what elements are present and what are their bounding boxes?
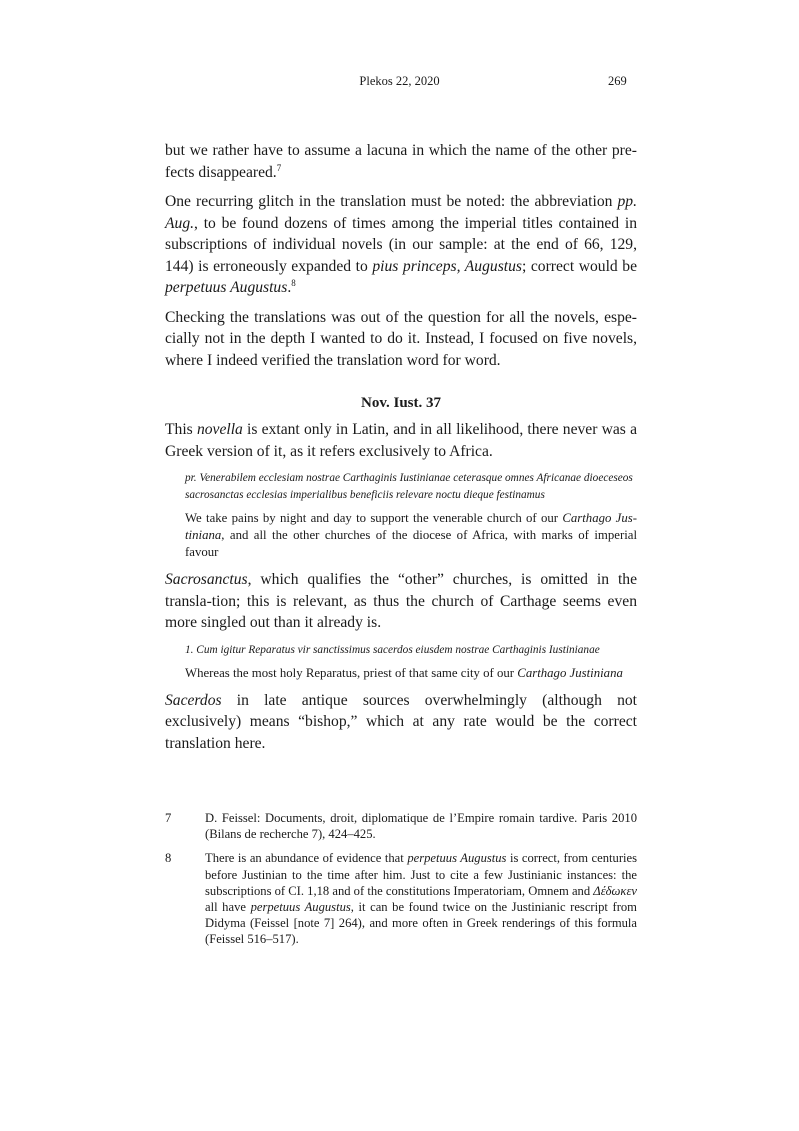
footnote-ref: 7 [276,162,282,173]
italic-run: Carthago Jus-tiniana [185,511,637,542]
italic-run: Sacrosanctus [165,571,248,588]
italic-run: perpetuus Augustus [165,279,288,296]
paragraph-novella [165,419,637,462]
text-run: Checking the translations was out of the question for all the novels, espe-cially not in the depth I wanted to do it. Instead, I focused on five novels, where I indeed verified the translation word for word. [165,308,637,369]
text-run: We take pains by night and day to support the venerable church of our [185,511,563,525]
text-run: is extant only in Latin, and in all likelihood, there never was a Greek version of it, as it refers exclusively to Africa. [165,421,638,460]
paragraph-checking [165,307,637,372]
text-run: One recurring glitch in the translation must be noted: the abbreviation [165,193,618,210]
italic-run: perpetuus Augustus [250,900,351,915]
text-run: in late antique sources overwhelmingly (although not exclusively) means “bishop,” which at any rate would be the correct translation here. [165,691,637,752]
text-run: . [287,279,292,296]
paragraph-sacerdos [165,690,637,755]
text-run: Whereas the most holy Reparatus, priest of that same city of our [185,665,518,680]
text-run: 1. Cum igitur Reparatus vir sanctissimus sacerdos eiusdem nostrae Carthaginis Iustinianae [185,643,600,656]
text-run: pr. Venerabilem ecclesiam nostrae Carthaginis Iustinianae ceterasque omnes Africanae dioeceseos sacrosanctas ecclesias imperialibus beneficiis relevare noctu dieque festinamus [185,472,633,501]
latin-quote-1 [185,470,637,504]
running-title: Plekos 22, 2020 [359,74,440,88]
text-run: but we rather have to assume a lacuna in which the name of the other pre-fects disappeared. [165,142,637,181]
text-run: is correct, from centuries before Justinian to the time after him. Just to cite a few Justinianic instances: the subscriptions of CI. 1,18 and of the constitutions Imperatoriam, Omnem and [205,851,638,898]
italic-run: Δέδωκεν [593,883,637,898]
paragraph-lacuna [165,140,637,183]
page-body [165,140,637,956]
latin-quote-2 [185,642,637,659]
translation-quote-1 [185,510,637,561]
footnote-text [205,850,637,947]
text-run: This [165,421,197,438]
footnote-number: 8 [165,851,172,866]
paragraph-sacrosanctus [165,569,637,634]
text-run: D. Feissel: Documents, droit, diplomatique de l’Empire romain tardive. Paris 2010 (Bilans de recherche 7), 424–425. [205,811,637,842]
section-heading: Nov. Iust. 37 [360,395,442,411]
text-run: ; correct would be [521,257,637,275]
footnotes [165,810,637,948]
italic-run: perpetuus Augustus [407,851,507,866]
italic-run: Carthago Justiniana [517,665,623,680]
footnote-ref: 8 [291,277,296,288]
text-run: There is an abundance of evidence that [205,851,408,866]
text-run: , which qualifies the “other” churches, is omitted in the transla-tion; this is relevant, as thus the church of Carthage seems even more singled out than it already is. [165,571,637,631]
italic-run: pp. Aug. [165,193,637,232]
text-run: , to be found dozens of times among the imperial titles contained in subscriptions of individual novels (in our sample: at the end of 66, 129, 144) is erroneously expanded to [165,214,637,275]
page-number: 269 [608,74,627,88]
footnote-number: 7 [165,811,172,825]
footnote-text [205,810,637,842]
paragraph-glitch [165,191,637,299]
footnote-8 [165,850,637,947]
footnote-7 [165,810,637,842]
italic-run: novella [196,421,243,438]
text-run: , and all the other churches of the diocese of Africa, with marks of imperial favour [185,528,637,559]
italic-run: pius princeps, Augustus [372,257,522,275]
italic-run: Sacerdos [165,691,222,709]
translation-quote-2 [185,665,637,682]
text-run: , it can be found twice on the Justinianic rescript from Didyma (Feissel [note 7] 264), and more often in Greek renderings of this formula (Feissel 516–517). [205,900,637,947]
text-run: all have [205,900,251,915]
